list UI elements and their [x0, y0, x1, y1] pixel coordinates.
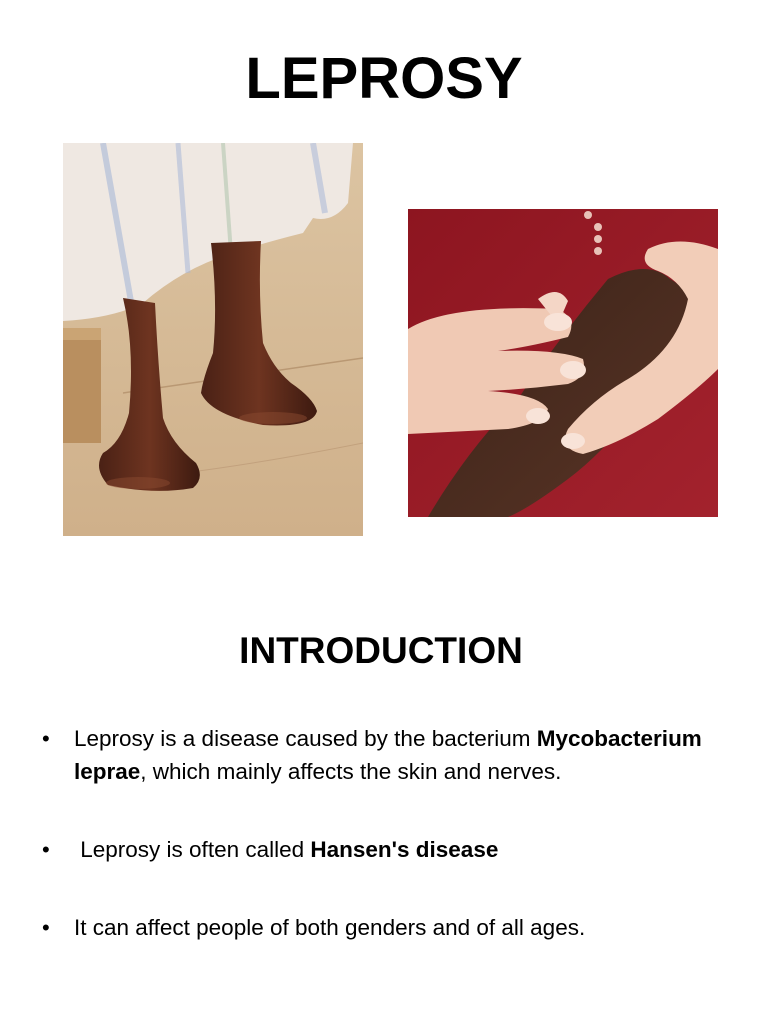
list-item [42, 833, 742, 866]
hands-photo-graphic [408, 209, 718, 517]
bullet-bold-text: Mycobacterium leprae [74, 726, 702, 784]
bullet-bold-text: Hansen's disease [310, 837, 499, 862]
bullet-marker: • [42, 837, 50, 862]
feet-photo-graphic [63, 143, 363, 536]
page-title: LEPROSY [245, 46, 523, 111]
feet-photo [63, 143, 363, 536]
bullet-marker: • [42, 915, 50, 940]
list-item [42, 911, 742, 944]
bullet-marker: • [42, 726, 50, 751]
bullet-text-after: , which mainly affects the skin and nerves. [140, 759, 562, 784]
bullet-list [42, 722, 742, 944]
section-heading: INTRODUCTION [239, 630, 523, 671]
bullet-text: Leprosy is often called [74, 837, 311, 862]
bullet-text: Leprosy is a disease caused by the bacterium [74, 726, 537, 751]
hands-photo [408, 209, 718, 517]
list-item [42, 722, 742, 788]
bullet-text: It can affect people of both genders and of all ages. [74, 915, 586, 940]
